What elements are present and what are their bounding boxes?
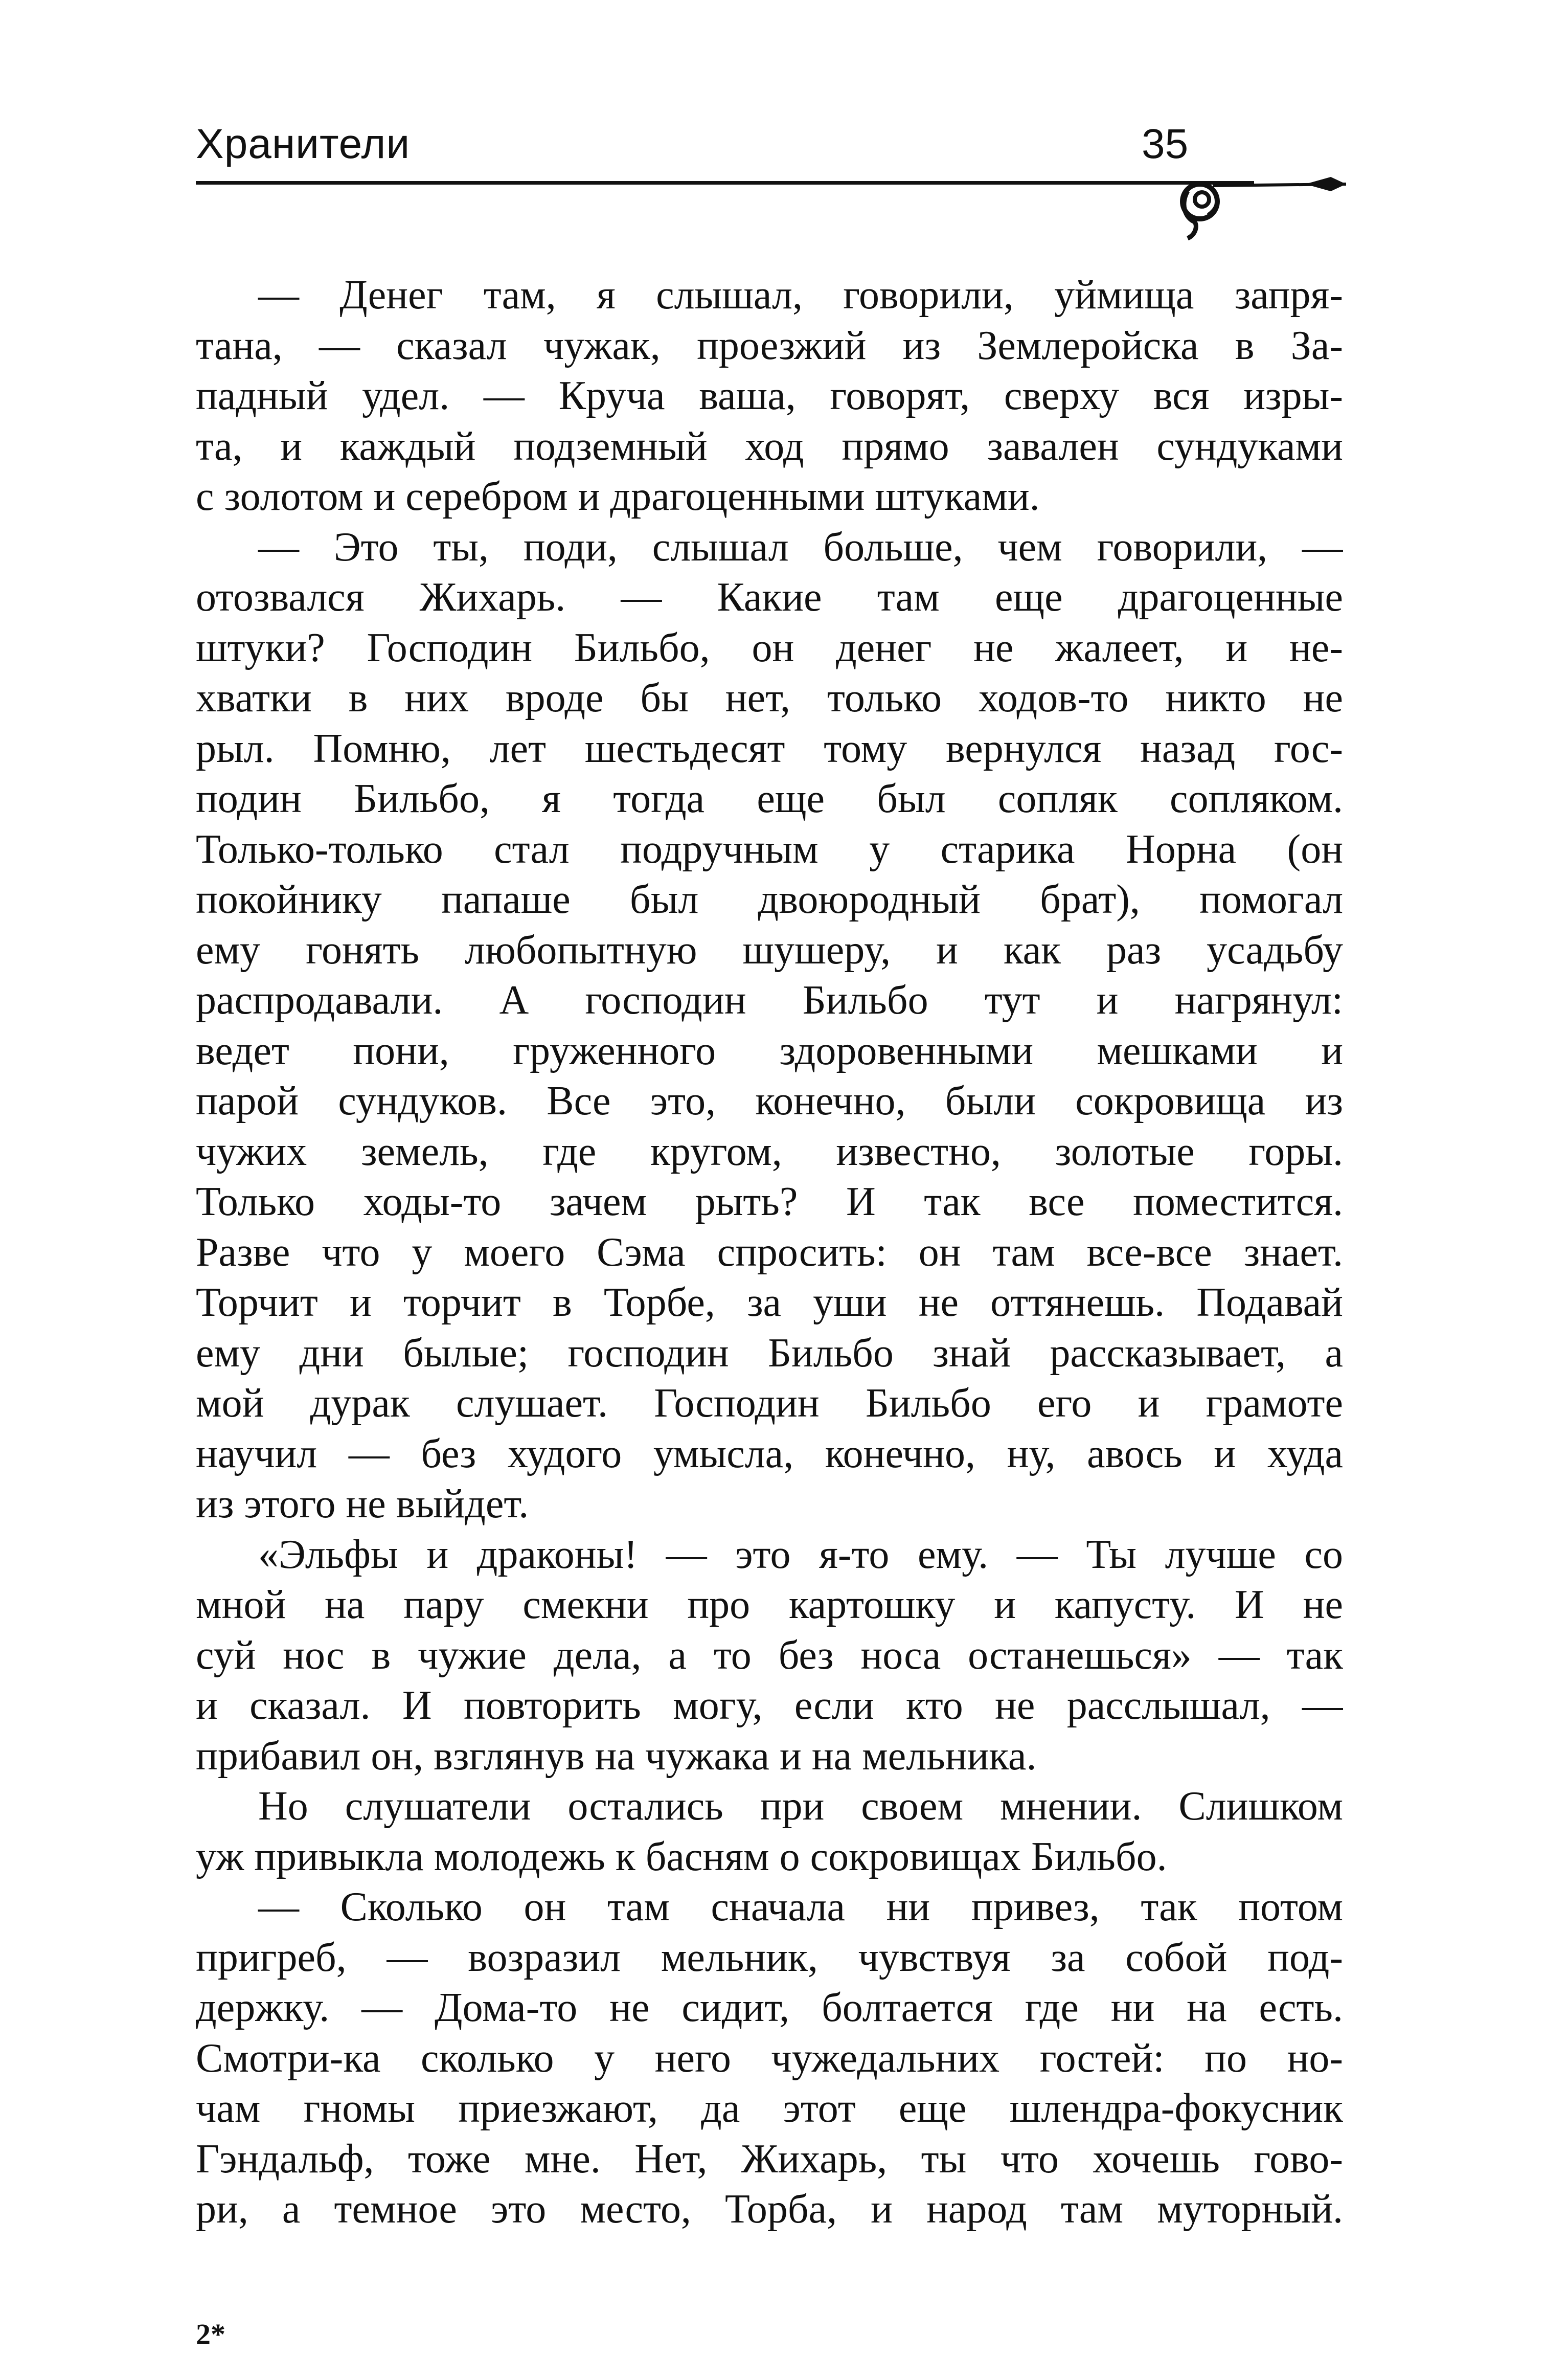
running-title: Хранители — [196, 121, 411, 167]
page-header — [196, 119, 1343, 190]
text-line: «Эльфы и драконы! — это я-то ему. — Ты лучше со — [258, 1532, 1343, 1577]
text-line: покойнику папаше был двоюродный брат), помогал — [196, 877, 1343, 922]
text-line: суй нос в чужие дела, а то без носа останешься» — так — [196, 1632, 1343, 1678]
text-line: парой сундуков. Все это, конечно, были сокровища из — [196, 1079, 1343, 1124]
text-line: Гэндальф, тоже мне. Нет, Жихарь, ты что хочешь гово- — [196, 2136, 1343, 2182]
text-line: Но слушатели остались при своем мнении. Слишком — [258, 1784, 1343, 1829]
header-rule — [196, 181, 1254, 185]
text-line: мой дурак слушает. Господин Бильбо его и грамоте — [196, 1381, 1343, 1426]
text-line: штуки? Господин Бильбо, он денег не жалеет, и не- — [196, 625, 1343, 670]
text-line: из этого не выйдет. — [196, 1481, 529, 1526]
text-line: — Это ты, поди, слышал больше, чем говорили, — — [258, 524, 1343, 570]
text-line: ведет пони, груженного здоровенными мешками и — [196, 1028, 1343, 1073]
text-line: — Денег там, я слышал, говорили, уймища запря- — [258, 273, 1343, 318]
body-text — [196, 270, 1343, 2235]
text-line: ему гонять любопытную шушеру, и как раз усадьбу — [196, 927, 1343, 973]
text-line: держку. — Дома-то не сидит, болтается где ни на есть. — [196, 1985, 1343, 2030]
text-line: — Сколько он там сначала ни привез, так потом — [258, 1884, 1343, 1929]
text-line: и сказал. И повторить могу, если кто не расслышал, — — [196, 1683, 1343, 1728]
text-line: ему дни былые; господин Бильбо знай рассказывает, а — [196, 1330, 1343, 1376]
page-number: 35 — [1142, 121, 1189, 167]
text-line: пригреб, — возразил мельник, чувствуя за собой под- — [196, 1935, 1343, 1980]
text-line: уж привыкла молодежь к басням о сокровищах Бильбо. — [196, 1834, 1167, 1879]
text-line: ри, а темное это место, Торба, и народ там муторный. — [196, 2187, 1343, 2232]
text-line: рыл. Помню, лет шестьдесят тому вернулся назад гос- — [196, 726, 1343, 771]
text-line: распродавали. А господин Бильбо тут и нагрянул: — [196, 978, 1343, 1023]
text-line: Разве что у моего Сэма спросить: он там все-все знает. — [196, 1229, 1343, 1275]
text-line: с золотом и серебром и драгоценными штуками. — [196, 474, 1040, 519]
text-line: Торчит и торчит в Торбе, за уши не оттянешь. Подавай — [196, 1280, 1343, 1325]
text-line: мной на пару смекни про картошку и капусту. И не — [196, 1582, 1343, 1627]
text-line: чужих земель, где кругом, известно, золотые горы. — [196, 1129, 1343, 1174]
text-line: прибавил он, взглянув на чужака и на мельника. — [196, 1733, 1037, 1779]
text-line: хватки в них вроде бы нет, только ходов-то никто не — [196, 676, 1343, 721]
text-line: Только-только стал подручным у старика Норна (он — [196, 826, 1343, 872]
ornamental-flourish-icon — [1177, 164, 1346, 245]
text-line: чам гномы приезжают, да этот еще шлендра-фокусник — [196, 2086, 1343, 2131]
text-line: подин Бильбо, я тогда еще был сопляк сопляком. — [196, 776, 1343, 821]
text-line: научил — без худого умысла, конечно, ну, авось и худа — [196, 1431, 1343, 1476]
text-line: Только ходы-то зачем рыть? И так все поместится. — [196, 1179, 1343, 1224]
text-line: та, и каждый подземный ход прямо завален сундуками — [196, 423, 1343, 469]
text-line: Смотри-ка сколько у него чужедальних гостей: по но- — [196, 2035, 1343, 2081]
signature-mark: 2* — [196, 2318, 225, 2351]
text-line: падный удел. — Круча ваша, говорят, сверху вся изры- — [196, 373, 1343, 418]
text-line: тана, — сказал чужак, проезжий из Землеройска в За- — [196, 323, 1343, 368]
text-line: отозвался Жихарь. — Какие там еще драгоценные — [196, 575, 1343, 620]
